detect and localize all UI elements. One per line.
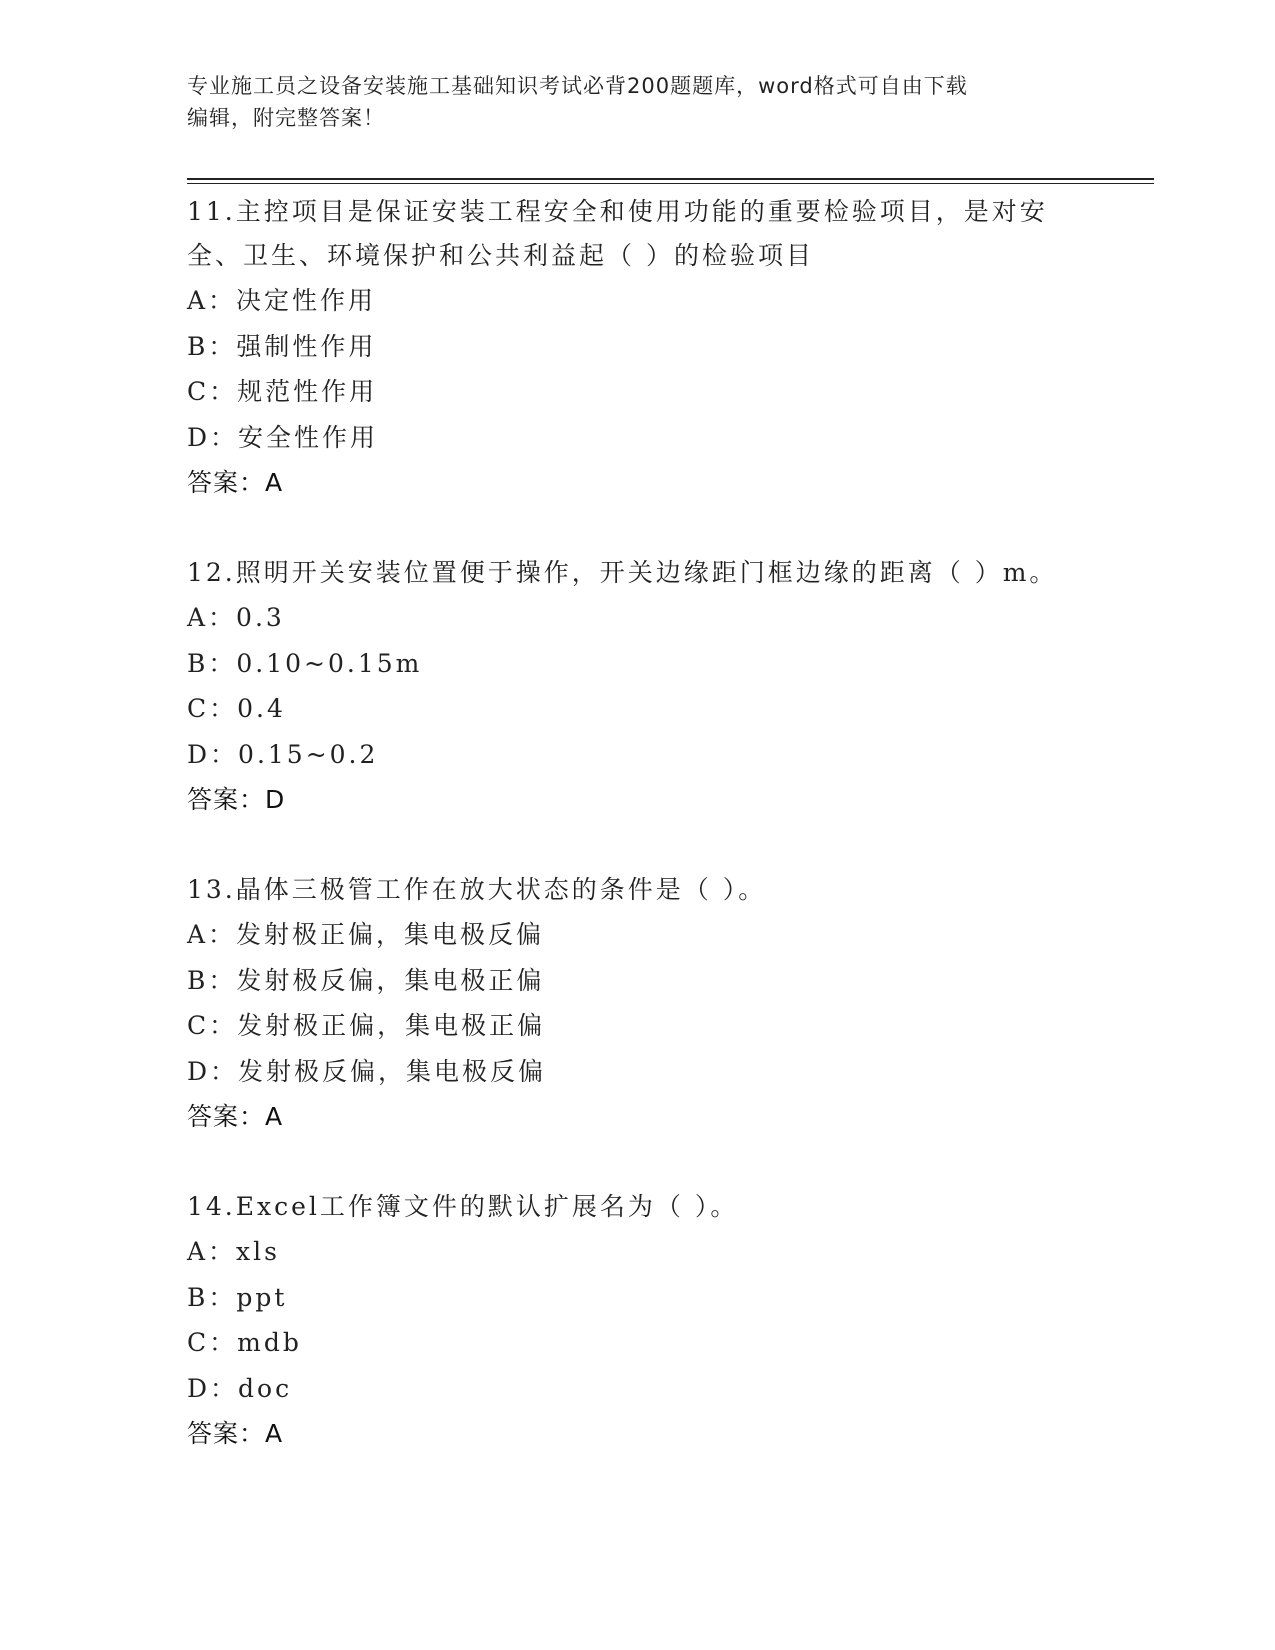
option-b: B：发射极反偏，集电极正偏 (187, 965, 545, 995)
document-header (187, 70, 1087, 134)
header-rule-thick (187, 178, 1154, 180)
option-d: D：安全性作用 (187, 422, 379, 452)
header-line-2: 编辑，附完整答案！ (187, 106, 385, 130)
question-14 (187, 1185, 1087, 1457)
header-rule-thin (187, 183, 1154, 184)
option-b: B：0.10~0.15m (187, 648, 423, 678)
question-list (187, 190, 1087, 1502)
question-12 (187, 551, 1087, 823)
question-stem: 14.Excel工作簿文件的默认扩展名为（ ）。 (187, 1192, 739, 1221)
option-c: C：mdb (187, 1328, 302, 1357)
answer-line: 答案：A (187, 468, 284, 497)
answer-line: 答案：A (187, 1419, 284, 1448)
question-13 (187, 868, 1087, 1140)
option-d: D：0.15~0.2 (187, 739, 379, 769)
option-b: B：ppt (187, 1282, 288, 1312)
question-stem-continued: 全、卫生、环境保护和公共利益起（ ）的检验项目 (187, 241, 814, 270)
option-d: D：发射极反偏，集电极反偏 (187, 1056, 547, 1086)
question-stem: 11.主控项目是保证安装工程安全和使用功能的重要检验项目，是对安 (187, 197, 1048, 226)
header-line-1: 专业施工员之设备安装施工基础知识考试必背200题题库，word格式可自由下载 (187, 74, 968, 98)
option-a: A：0.3 (187, 603, 285, 632)
option-d: D：doc (187, 1373, 293, 1403)
answer-line: 答案：A (187, 1102, 284, 1131)
option-c: C：0.4 (187, 694, 286, 723)
question-stem: 13.晶体三极管工作在放大状态的条件是（ ）。 (187, 875, 767, 904)
answer-line: 答案：D (187, 785, 286, 814)
option-c: C：规范性作用 (187, 377, 378, 406)
option-c: C：发射极正偏，集电极正偏 (187, 1011, 546, 1040)
option-a: A：xls (187, 1237, 280, 1266)
option-b: B：强制性作用 (187, 331, 377, 361)
question-11 (187, 190, 1087, 506)
question-stem: 12.照明开关安装位置便于操作，开关边缘距门框边缘的距离（ ）m。 (187, 558, 1058, 587)
option-a: A：决定性作用 (187, 286, 377, 315)
option-a: A：发射极正偏，集电极反偏 (187, 920, 545, 949)
